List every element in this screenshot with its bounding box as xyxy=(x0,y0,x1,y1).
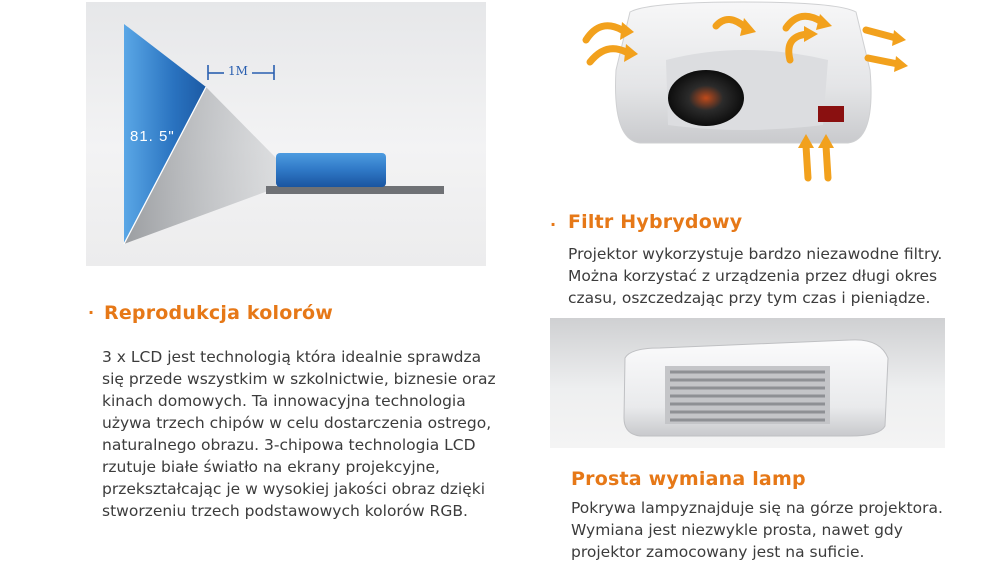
projector-box xyxy=(276,153,386,187)
projector-airflow-image xyxy=(578,0,908,185)
projector-side-image xyxy=(550,318,945,448)
lamp-replacement-text: Pokrywa lampyznajduje się na górze projektora. Wymiana jest niezwykle prosta, nawet gdy projektor zamocowany jest na suficie. xyxy=(571,499,943,561)
color-reproduction-text: 3 x LCD jest technologią która idealnie sprawdza się przede wszystkim w szkolnictwie, biznesie oraz kinach domowych. Ta innowacyjna technologia używa trzech chipów w celu dostarczenia ostrego, naturalnego obrazu. 3-chipowa technologia LCD rzutuje białe światło na ekrany projekcyjne, przekształcając je w wysokiej jakości obraz dzięki stworzeniu trzech podstawowych kolorów RGB. xyxy=(102,348,496,520)
distance-label: 1M xyxy=(228,64,248,78)
color-reproduction-heading: Reprodukcja kolorów xyxy=(104,302,334,324)
lamp-replacement-heading: Prosta wymiana lamp xyxy=(571,468,806,490)
hybrid-filter-heading: Filtr Hybrydowy xyxy=(568,211,743,233)
lens xyxy=(668,70,744,126)
diagonal-size-label: 81. 5" xyxy=(130,128,175,145)
section-bullet: · xyxy=(550,215,557,234)
hybrid-filter-text: Projektor wykorzystuje bardzo niezawodne filtry. Można korzystać z urządzenia przez długi okres czasu, oszczedzając przy tym czas i pieniądze. xyxy=(568,245,943,307)
ir-sensor xyxy=(818,106,844,122)
shelf xyxy=(266,186,444,194)
screen-distance-diagram xyxy=(86,2,486,266)
section-bullet: · xyxy=(88,303,95,322)
